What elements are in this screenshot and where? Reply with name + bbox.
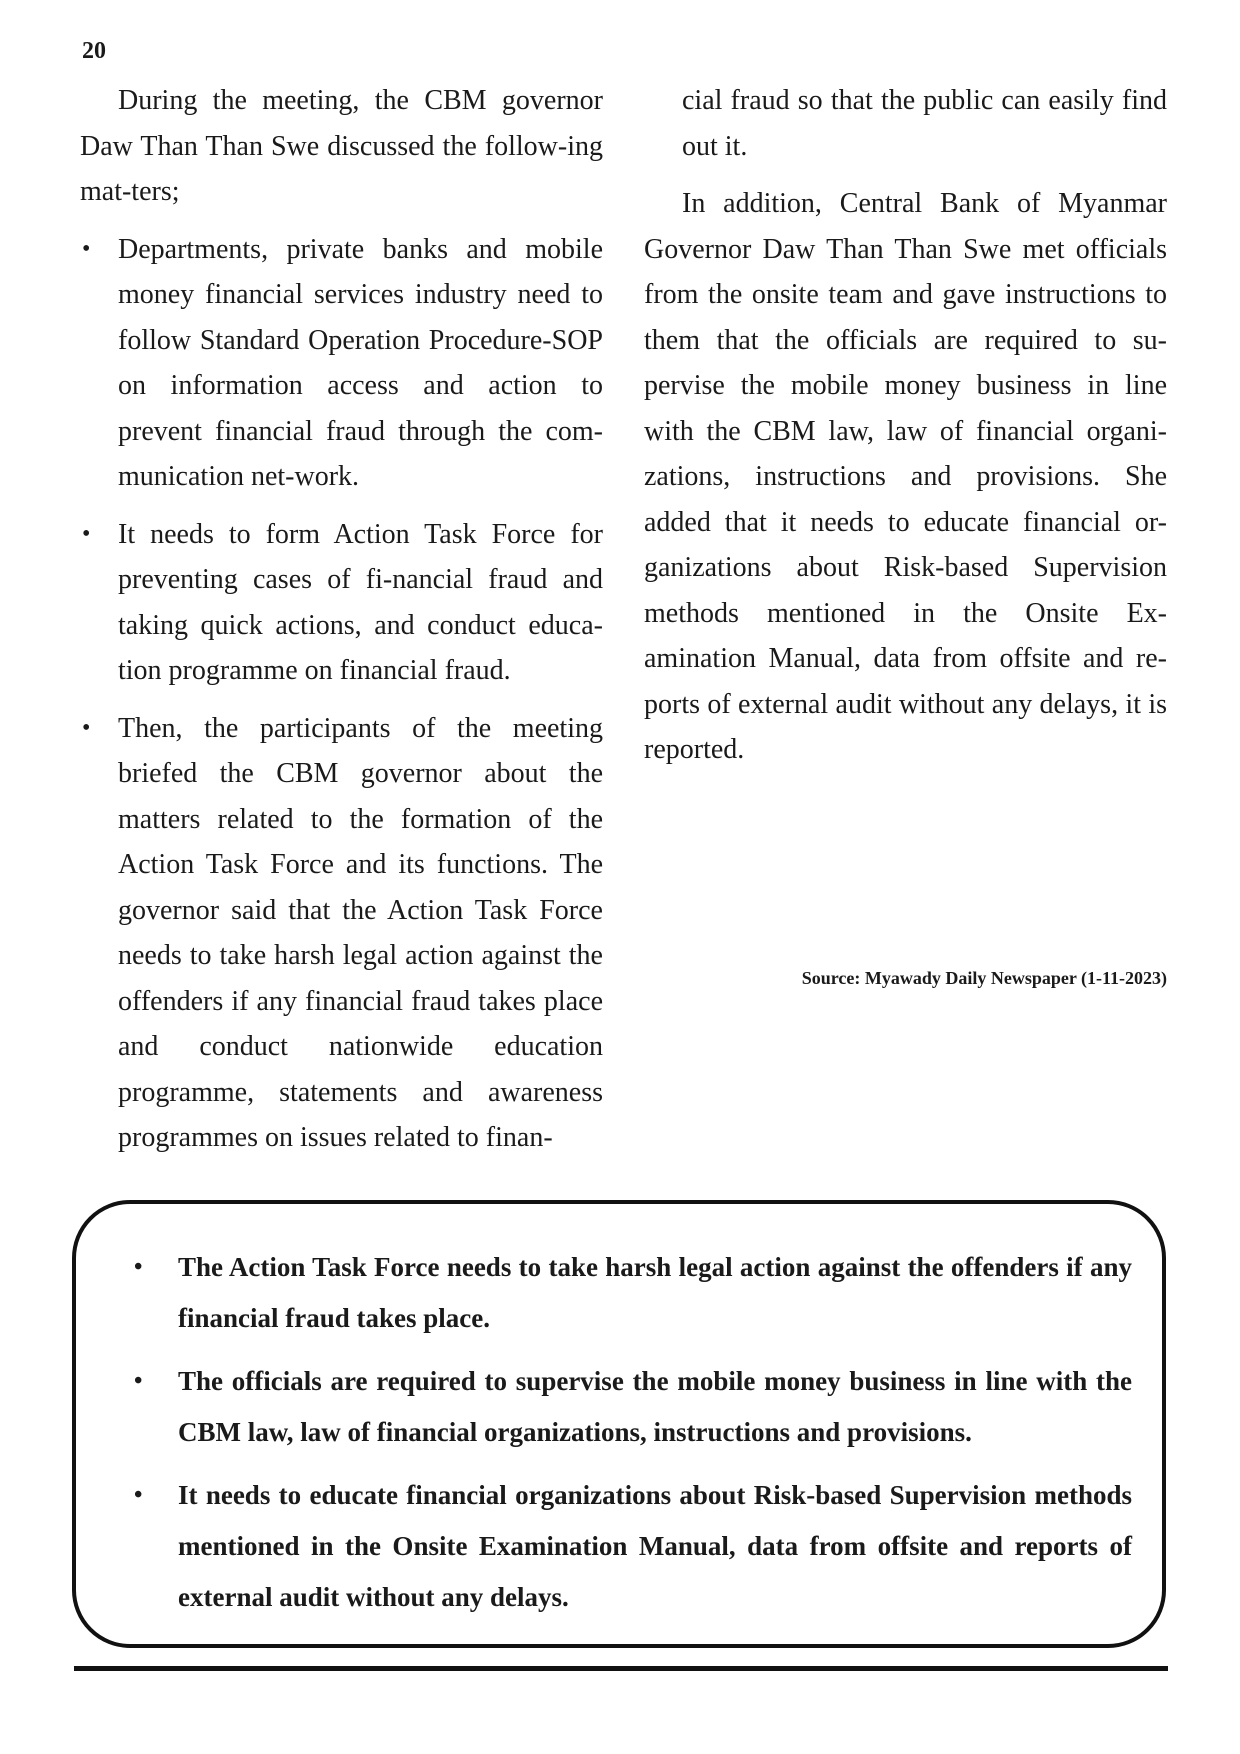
summary-item-text: The Action Task Force needs to take harsh legal action against the offenders if any financial fraud takes place. <box>178 1252 1132 1333</box>
list-item <box>80 706 603 1161</box>
bullet-icon: • <box>82 235 91 262</box>
summary-box <box>72 1200 1166 1648</box>
left-column <box>80 78 603 1173</box>
bullet-icon: • <box>82 520 91 547</box>
page-number: 20 <box>82 38 106 64</box>
bullet-icon: • <box>134 1254 143 1280</box>
intro-paragraph: During the meeting, the CBM governor Daw Than Than Swe discussed the follow-ing mat-ters; <box>80 85 603 207</box>
matters-list <box>80 227 603 1161</box>
summary-list <box>110 1242 1132 1623</box>
source-citation: Source: Myawady Daily Newspaper (1-11-2023) <box>801 968 1167 988</box>
summary-item <box>110 1242 1132 1344</box>
list-item-text: Then, the participants of the meeting briefed the CBM governor about the matters related to the formation of the Action Task Force and its functions. The governor said that the Action Task Force needs to take harsh legal action against the offenders if any financial fraud takes place and conduct nationwide education programme, statements and awareness programmes on issues related to finan- <box>118 712 603 1153</box>
continuation-text: cial fraud so that the public can easily find out it. <box>682 85 1167 162</box>
bullet-icon: • <box>134 1482 143 1508</box>
bullet-icon: • <box>82 714 91 741</box>
list-item <box>80 227 603 500</box>
right-column <box>644 78 1167 785</box>
bottom-divider <box>74 1666 1168 1671</box>
list-item <box>80 512 603 694</box>
summary-item <box>110 1356 1132 1458</box>
bullet-icon: • <box>134 1368 143 1394</box>
summary-item-text: The officials are required to supervise the mobile money business in line with the CBM law, law of financial organizations, instructions and provisions. <box>178 1366 1132 1447</box>
summary-item <box>110 1470 1132 1623</box>
list-item-text: It needs to form Action Task Force for preventing cases of fi-nancial fraud and taking quick actions, and conduct educa-tion programme on financial fraud. <box>118 518 603 686</box>
summary-item-text: It needs to educate financial organizations about Risk-based Supervision methods mentioned in the Onsite Examination Manual, data from offsite and reports of external audit without any delays. <box>178 1480 1132 1612</box>
list-item-text: Departments, private banks and mobile money financial services industry need to follow Standard Operation Procedure-SOP on information access and action to prevent financial fraud through the com-munication net-work. <box>118 233 603 492</box>
body-paragraph: In addition, Central Bank of Myanmar Governor Daw Than Than Swe met officials from the onsite team and gave instructions to them that the officials are required to su-pervise the mobile money business in line with the CBM law, law of financial organi-zations, instructions and provisions. She added that it needs to educate financial or-ganizations about Risk-based Supervision methods mentioned in the Onsite Ex-amination Manual, data from offsite and re-ports of external audit without any delays, it is reported. <box>644 188 1167 765</box>
